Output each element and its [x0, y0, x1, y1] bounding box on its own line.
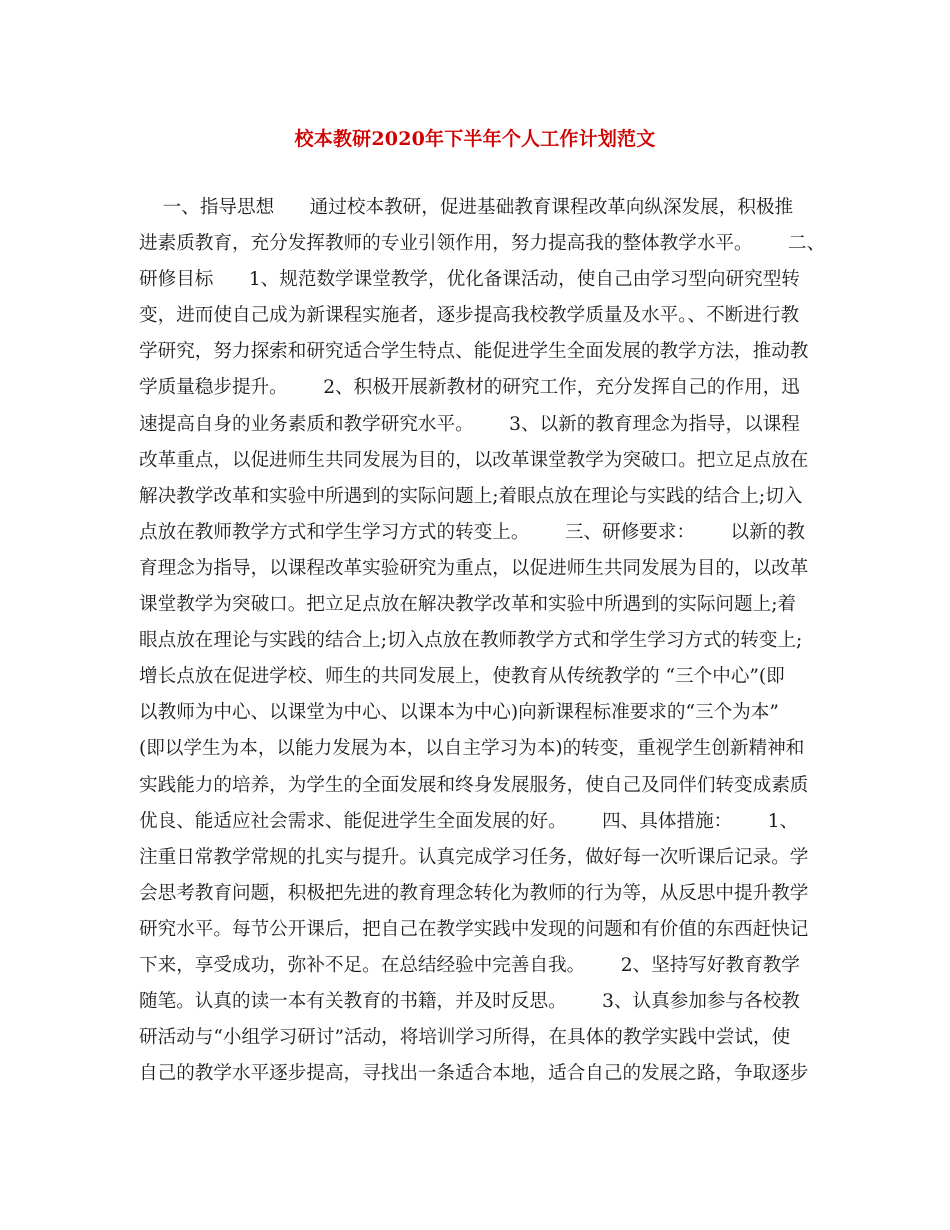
body-text-line: 育理念为指导，以课程改革实验研究为重点，以促进师生共同发展为目的，以改革	[139, 557, 809, 579]
body-text-line: 一、指导思想 通过校本教研，促进基础教育课程改革向纵深发展，积极推	[139, 197, 794, 218]
body-text-line: 学研究，努力探索和研究适合学生特点、能促进学生全面发展的教学方法，推动教	[139, 341, 809, 363]
body-text-line: 变，进而使自己成为新课程实施者，逐步提高我校教学质量及水平。、不断进行教	[139, 305, 800, 327]
body-text-line: 研活动与“小组学习研讨”活动，将培训学习所得，在具体的教学实践中尝试，使	[139, 1027, 791, 1049]
body-text-line: 优良、能适应社会需求、能促进学生全面发展的好。 四、具体措施： 1、	[139, 810, 799, 832]
body-text-line: 眼点放在理论与实践的结合上;切入点放在教师教学方式和学生学习方式的转变上;	[139, 630, 803, 652]
body-text-line: 实践能力的培养，为学生的全面发展和终身发展服务，使自己及同伴们转变成素质	[139, 774, 809, 796]
body-text-line: 研修目标 1、规范数学课堂教学，优化备课活动，使自己由学习型向研究型转	[139, 269, 800, 291]
body-text-line: 改革重点，以促进师生共同发展为目的，以改革课堂教学为突破口。把立足点放在	[139, 449, 809, 471]
body-text-line: 解决教学改革和实验中所遇到的实际问题上;着眼点放在理论与实践的结合上;切入	[139, 485, 803, 507]
document-body	[139, 190, 826, 1092]
body-text-line: 学质量稳步提升。 2、积极开展新教材的研究工作，充分发挥自己的作用，迅	[139, 377, 800, 399]
body-text-line: 课堂教学为突破口。把立足点放在解决教学改革和实验中所遇到的实际问题上;着	[139, 594, 797, 616]
body-text-line: 注重日常教学常规的扎实与提升。认真完成学习任务，做好每一次听课后记录。学	[139, 846, 809, 868]
document-title: 校本教研2020年下半年个人工作计划范文	[294, 128, 656, 150]
body-text-line: 速提高自身的业务素质和教学研究水平。 3、以新的教育理念为指导，以课程	[139, 413, 800, 435]
body-text-line: 随笔。认真的读一本有关教育的书籍，并及时反思。 3、认真参加参与各校教	[139, 991, 800, 1013]
body-text-line: 会思考教育问题，积极把先进的教育理念转化为教师的行为等，从反思中提升教学	[139, 882, 809, 904]
body-text-line: 点放在教师教学方式和学生学习方式的转变上。 三、研修要求： 以新的教	[139, 521, 805, 543]
body-text-line: 下来，享受成功，弥补不足。在总结经验中完善自我。 2、坚持写好教育教学	[139, 954, 800, 976]
body-text-line: 以教师为中心、以课堂为中心、以课本为中心)向新课程标准要求的“三个为本”	[139, 702, 779, 724]
body-text-line: 进素质教育，充分发挥教师的专业引领作用，努力提高我的整体教学水平。 二、	[139, 233, 826, 255]
body-text-line: 自己的教学水平逐步提高，寻找出一条适合本地，适合自己的发展之路，争取逐步	[139, 1063, 809, 1085]
body-text-line: 增长点放在促进学校、师生的共同发展上，使教育从传统教学的 “三个中心”(即	[139, 666, 785, 688]
body-text-line: 研究水平。每节公开课后，把自己在教学实践中发现的问题和有价值的东西赶快记	[139, 918, 809, 940]
body-text-line: (即以学生为本，以能力发展为本，以自主学习为本)的转变，重视学生创新精神和	[139, 738, 805, 760]
